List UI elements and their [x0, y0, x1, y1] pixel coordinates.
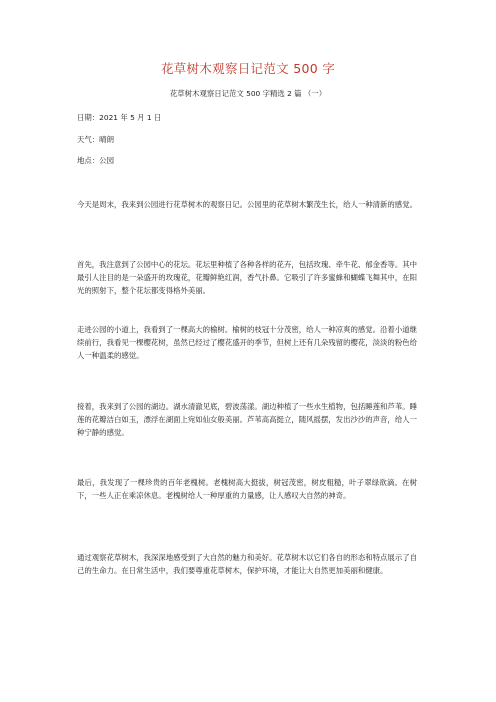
paragraph-path-trees: 走进公园的小道上，我看到了一棵高大的榆树。榆树的枝冠十分茂密，给人一种凉爽的感觉。沿着小道继续前行，我看见一棵樱花树，虽然已经过了樱花盛开的季节，但树上还有几朵残留的樱花，淡淡的粉色给人一种温柔的感觉。 [77, 325, 417, 361]
page-subtitle: 花草树木观察日记范文 500 字精选 2 篇 （一） [169, 89, 327, 98]
diary-location: 地点：公园 [77, 156, 114, 165]
paragraph-flowerbed: 首先，我注意到了公园中心的花坛。花坛里种植了各种各样的花卉，包括玫瑰、牵牛花、郁金香等。其中最引人注目的是一朵盛开的玫瑰花，花瓣鲜艳红润，香气扑鼻。它吸引了许多蜜蜂和蝴蝶飞舞其中，在阳光的照射下，整个花坛都变得格外美丽。 [77, 260, 417, 296]
page-title: 花草树木观察日记范文 500 字 [160, 61, 336, 76]
paragraph-intro: 今天是周末，我来到公园进行花草树木的观察日记。公园里的花草树木繁茂生长，给人一种清新的感觉。 [77, 200, 417, 209]
diary-weather: 天气：晴朗 [77, 135, 114, 144]
paragraph-old-tree: 最后，我发现了一棵珍贵的百年老槐树。老槐树高大挺拔，树冠茂密，树皮粗糙，叶子翠绿欲滴。在树下，一些人正在乘凉休息。老槐树给人一种厚重的力量感，让人感叹大自然的神奇。 [77, 478, 417, 501]
diary-date: 日期：2021 年 5 月 1 日 [77, 113, 162, 122]
paragraph-lake: 接着，我来到了公园的湖边。湖水清澈见底，碧波荡漾。湖边种植了一些水生植物，包括睡莲和芦苇。睡莲的花瓣洁白如玉，漂浮在湖面上宛如仙女般美丽。芦苇高高挺立，随风摇摆，发出沙沙的声音，给人一种宁静的感觉。 [77, 402, 417, 438]
paragraph-conclusion: 通过观察花草树木，我深深地感受到了大自然的魅力和美好。花草树木以它们各自的形态和特点展示了自己的生命力。在日常生活中，我们要尊重花草树木，保护环境，才能让大自然更加美丽和健康。 [77, 553, 417, 576]
